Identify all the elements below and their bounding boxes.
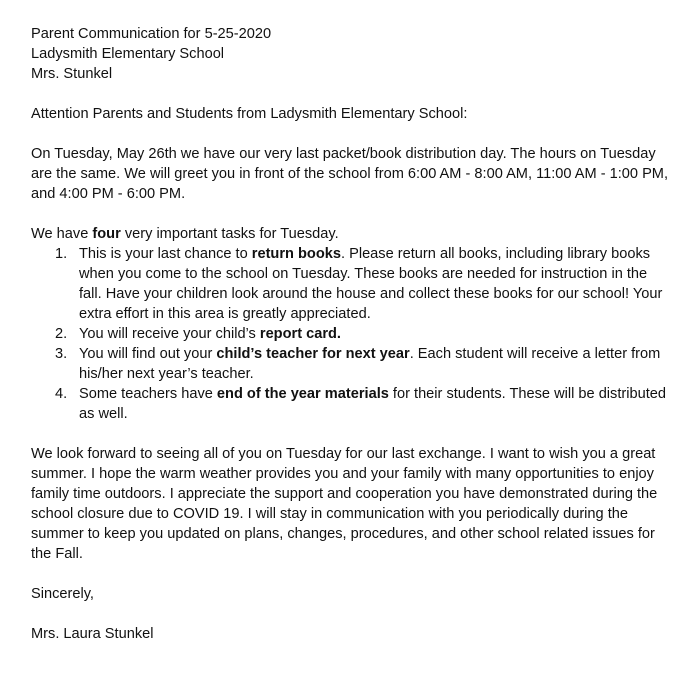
list-item-number: 3. (55, 346, 68, 362)
letter-header (31, 24, 671, 84)
list-item-text-bold: report card. (259, 326, 341, 342)
signoff: Sincerely, (31, 586, 94, 602)
list-item-text-before: You will receive your child’s (79, 326, 260, 342)
list-item-text-before: You will find out your (79, 346, 217, 362)
list-item-text-bold: end of the year materials (216, 386, 389, 402)
list-item-text-after: . Each student will receive a letter from his/her next year’s teacher. (79, 346, 661, 382)
tasks-intro-before: We have (31, 226, 93, 242)
header-title: Parent Communication for 5-25-2020 (31, 26, 272, 42)
schedule-paragraph: On Tuesday, May 26th we have our very last packet/book distribution day. The hours on Tuesday are the same. We will greet you in front of the school from 6:00 AM - 8:00 AM, 11:00 AM - 1:00 PM, and 4:00 PM - 6:00 PM. (31, 146, 669, 202)
list-item (31, 384, 671, 424)
tasks-intro (31, 224, 671, 244)
list-item (31, 344, 671, 384)
tasks-intro-after: very important tasks for Tuesday. (120, 226, 339, 242)
tasks-list (31, 244, 671, 424)
list-item (31, 244, 671, 324)
list-item-number: 4. (55, 386, 68, 402)
list-item-text-before: This is your last chance to (79, 246, 252, 262)
closing-paragraph: We look forward to seeing all of you on Tuesday for our last exchange. I want to wish you a great summer. I hope the warm weather provides you and your family with many opportunities to enjoy family time outdoors. I appreciate the support and cooperation you have demonstrated during the school closure due to COVID 19. I will stay in communication with you periodically during the summer to keep you updated on plans, changes, procedures, and other school related issues for the Fall. (31, 446, 658, 562)
list-item (31, 324, 671, 344)
list-item-text-after: . Please return all books, including library books when you come to the school on Tuesday. These books are needed for instruction in the fall. Have your children look around the house and collect these books for our school! Your extra effort in this area is greatly appreciated. (79, 246, 663, 322)
header-school: Ladysmith Elementary School (31, 46, 225, 62)
list-item-text-bold: child’s teacher for next year (216, 346, 410, 362)
tasks-intro-bold: four (92, 226, 121, 242)
list-item-text-bold: return books (251, 246, 341, 262)
list-item-number: 2. (55, 326, 68, 342)
greeting: Attention Parents and Students from Ladysmith Elementary School: (31, 106, 468, 122)
list-item-text-before: Some teachers have (79, 386, 217, 402)
signature: Mrs. Laura Stunkel (31, 626, 154, 642)
list-item-text-after: for their students. These will be distributed as well. (79, 386, 667, 422)
header-teacher: Mrs. Stunkel (31, 66, 113, 82)
letter-document (31, 24, 671, 644)
list-item-number: 1. (55, 246, 68, 262)
